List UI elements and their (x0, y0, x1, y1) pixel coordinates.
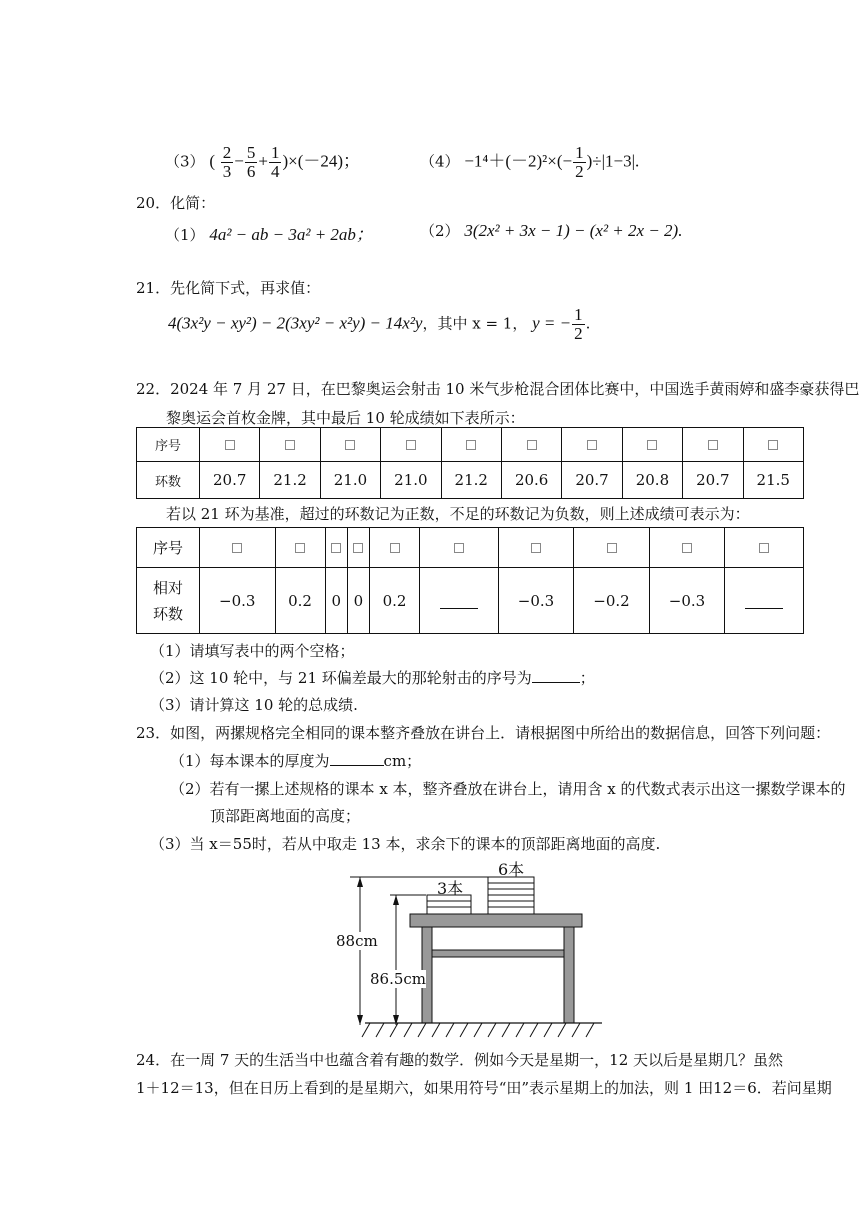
table1-head-index: 序号 (137, 428, 200, 462)
scores-table (136, 427, 804, 499)
score-cell: 20.7 (683, 462, 743, 499)
index-cell (260, 428, 320, 462)
q21-title: 21．先化简下式，再求值： (136, 279, 321, 297)
index-cell (725, 528, 804, 568)
q24-line2: 1＋12＝13，但在日历上看到的是星期六，如果用符号“田”表示星期上的加法，则 1 田12＝6．若问星期 (136, 1079, 832, 1097)
q20-p2-label: （2） (420, 222, 460, 240)
score-cell: 20.7 (200, 462, 260, 499)
fig-label-3-books: 3本 (437, 879, 464, 898)
index-cell (649, 528, 725, 568)
q19-p4-label: （4） (420, 152, 460, 171)
relative-blank-cell[interactable] (725, 568, 804, 634)
q21-expr: 4(3x²y − xy²) − 2(3xy² − x²y) − 14x²y (168, 313, 423, 333)
relative-table (136, 527, 804, 634)
q20-part2 (420, 220, 682, 241)
q20-part1 (165, 220, 373, 245)
q23-sub1-unit: cm； (383, 752, 422, 770)
q19-p3-tail: ×(－24)； (288, 151, 361, 171)
score-cell: 21.0 (320, 462, 380, 499)
q23-sub1 (170, 750, 421, 771)
q20-title: 20．化简： (136, 194, 216, 212)
q23-sub2a: （2）若有一摞上述规格的课本 x 本，整齐叠放在讲台上，请用含 x 的代数式表示出这一摞数学课本的 (170, 780, 846, 798)
score-cell: 20.6 (501, 462, 561, 499)
score-cell: 20.8 (622, 462, 682, 499)
q23-sub3: （3）当 x＝55时，若从中取走 13 本，求余下的课本的顶部距离地面的高度. (150, 835, 661, 853)
q21-end: . (585, 314, 591, 333)
score-cell: 21.5 (743, 462, 803, 499)
relative-cell: 0.2 (369, 568, 419, 634)
fig-label-6-books: 6本 (498, 860, 525, 879)
index-cell (441, 428, 501, 462)
frac-5-6: $\frac{5}{6}$ (246, 143, 256, 181)
frac-1-4: $\frac{1}{4}$ (270, 143, 280, 181)
index-cell (381, 428, 441, 462)
relative-blank-cell[interactable] (420, 568, 499, 634)
q24-line1: 24．在一周 7 天的生活当中也蕴含着有趣的数学．例如今天是星期一，12 天以后是星期几？虽然 (136, 1051, 784, 1069)
index-cell (574, 528, 650, 568)
q20-p1-label: （1） (165, 226, 205, 244)
answer-blank[interactable] (532, 668, 580, 683)
index-cell (200, 528, 276, 568)
table1-head-score: 环数 (137, 462, 200, 499)
index-cell (320, 428, 380, 462)
q19-p4-tail: )÷|1−3|. (586, 151, 640, 171)
fig-label-86-5cm: 86.5cm (370, 970, 427, 988)
index-cell (622, 428, 682, 462)
q20-p2-expr: 3(2x² + 3x − 1) − (x² + 2x − 2). (464, 221, 683, 240)
index-cell (369, 528, 419, 568)
index-cell (743, 428, 803, 462)
index-cell (683, 428, 743, 462)
relative-cell: −0.3 (200, 568, 276, 634)
q23-line1: 23．如图，两摞规格完全相同的课本整齐叠放在讲台上．请根据图中所给出的数据信息，回答下列问题： (136, 724, 831, 742)
q21-expression (168, 306, 590, 343)
index-cell (325, 528, 347, 568)
q23-sub2b: 顶部距离地面的高度； (210, 807, 361, 825)
q22-sub2-text: （2）这 10 轮中，与 21 环偏差最大的那轮射击的序号为 (150, 669, 532, 687)
q21-cond1: ，其中 x = 1， (422, 314, 528, 333)
q21-cond2: y = − (532, 313, 572, 333)
index-cell (347, 528, 369, 568)
q22-sub2-end: ； (579, 669, 595, 687)
index-cell (275, 528, 325, 568)
q22-sub2 (150, 667, 595, 688)
score-cell: 21.2 (441, 462, 501, 499)
q20-p1-expr: 4a² − ab − 3a² + 2ab； (209, 225, 373, 244)
q22-line1: 22．2024 年 7 月 27 日，在巴黎奥运会射击 10 米气步枪混合团体比赛中，中国选手黄雨婷和盛李豪获得巴 (136, 380, 860, 398)
relative-cell: 0 (325, 568, 347, 634)
table2-head-relative: 相对 环数 (137, 568, 200, 634)
relative-cell: −0.3 (649, 568, 725, 634)
score-cell: 21.0 (381, 462, 441, 499)
q22-sub3: （3）请计算这 10 轮的总成绩. (150, 696, 358, 714)
frac-2-3: $\frac{2}{3}$ (222, 143, 232, 181)
index-cell (501, 428, 561, 462)
q22-line2: 黎奥运会首枚金牌，其中最后 10 轮成绩如下表所示： (166, 409, 525, 427)
relative-cell: −0.3 (498, 568, 574, 634)
relative-cell: −0.2 (574, 568, 650, 634)
index-cell (420, 528, 499, 568)
fig-label-88cm: 88cm (336, 932, 378, 950)
q19-part4 (420, 144, 639, 181)
q19-p3-label: （3） (165, 152, 205, 171)
score-cell: 21.2 (260, 462, 320, 499)
q19-part3: （3） ( $\frac{2}{3}$ − $\frac{5}{6}$ + $\frac{1}{4}$ )×(－24)； (165, 143, 361, 181)
index-cell (200, 428, 260, 462)
q22-sub1: （1）请填写表中的两个空格； (150, 642, 355, 660)
table2-head-index: 序号 (137, 528, 200, 568)
answer-blank[interactable] (330, 751, 384, 766)
index-cell (562, 428, 622, 462)
q22-mid-text: 若以 21 环为基准，超过的环数记为正数，不足的环数记为负数，则上述成绩可表示为： (166, 505, 750, 523)
q19-p4-expr: −1⁴＋(－2)²×(− (464, 151, 573, 171)
relative-cell: 0 (347, 568, 369, 634)
score-cell: 20.7 (562, 462, 622, 499)
frac-1-2-b: $\frac{1}{2}$ (574, 305, 583, 343)
relative-cell: 0.2 (275, 568, 325, 634)
index-cell (498, 528, 574, 568)
frac-1-2: $\frac{1}{2}$ (575, 143, 584, 181)
q23-sub1-text: （1）每本课本的厚度为 (170, 752, 330, 770)
